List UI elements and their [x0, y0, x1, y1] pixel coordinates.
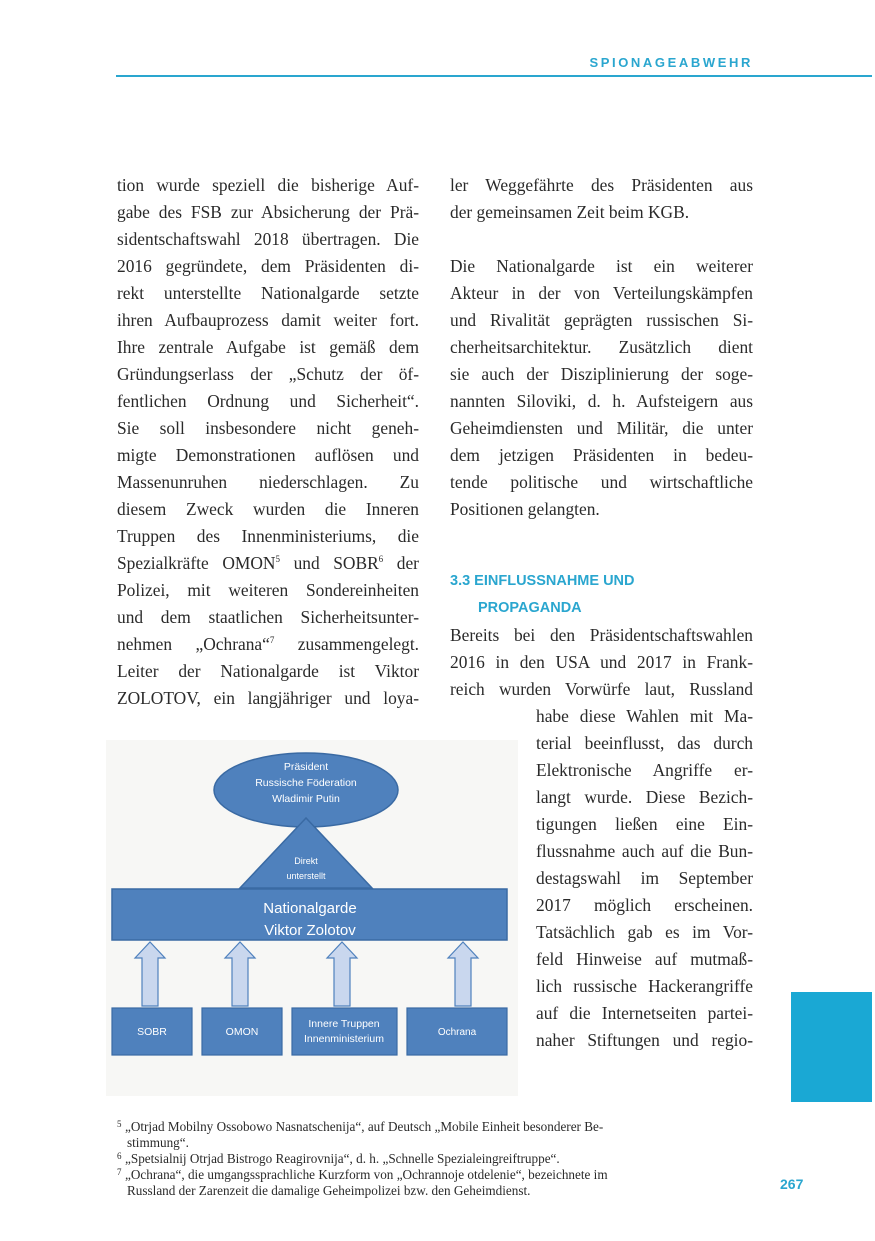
body-line: 2016 in den USA und 2017 in Frank- [450, 652, 753, 672]
triangle-label: Direkt [294, 856, 318, 866]
body-line: flussnahme auch auf die Bun- [536, 841, 753, 861]
body-line: feld Hinweise auf mutmaß- [536, 949, 753, 969]
body-line: lich russische Hackerangriffe [536, 976, 753, 996]
org-chart-svg [106, 740, 518, 1096]
footnote-text: stimmung“. [127, 1135, 189, 1150]
body-line: naher Stiftungen und regio- [536, 1030, 753, 1050]
body-line: fentlichen Ordnung und Sicherheit“. [117, 391, 419, 411]
nationalgarde-label: Nationalgarde [263, 900, 357, 917]
arrow-up-icon [327, 942, 357, 1006]
footnote-6 [117, 1151, 757, 1167]
body-line: Geheimdiensten und Militär, die unter [450, 418, 753, 438]
body-line: langt wurde. Diese Bezich- [536, 787, 753, 807]
body-line: ihren Aufbauprozess damit weiter fort. [117, 310, 419, 330]
footnote-ref-5[interactable]: 5 [275, 554, 280, 565]
body-line: ZOLOTOV, ein langjähriger und loya- [117, 688, 419, 708]
footnote-text: „Spetsialnij Otrjad Bistrogo Reagirovnija“, d. h. „Schnelle Spezialeingreiftruppe“. [125, 1151, 560, 1166]
body-line: Bereits bei den Präsidentschaftswahlen [450, 625, 753, 645]
body-line: der gemeinsamen Zeit beim KGB. [450, 202, 690, 222]
omon-label: OMON [225, 1026, 259, 1038]
footnote-ref-6[interactable]: 6 [378, 554, 384, 565]
body-line: cherheitsarchitektur. Zusätzlich dient [450, 337, 753, 357]
body-line: Positionen gelangten. [450, 499, 600, 519]
body-line: gabe des FSB zur Absicherung der Prä- [117, 202, 419, 222]
line-text: und SOBR [279, 553, 379, 573]
body-line: habe diese Wahlen mit Ma- [536, 706, 753, 726]
nationalgarde-label: Viktor Zolotov [264, 922, 356, 939]
body-line: tende politische und wirtschaftliche [450, 472, 753, 492]
president-label: Wladimir Putin [272, 793, 340, 805]
body-line: sie auch der Disziplinierung der soge- [450, 364, 753, 384]
body-line: 2016 gegründete, dem Präsidenten di- [117, 256, 419, 276]
section-heading-line1: 3.3 EINFLUSSNAHME UND [450, 573, 635, 589]
body-line: auf die Internetseiten partei- [536, 1003, 753, 1023]
footnote-number: 5 [117, 1119, 122, 1129]
body-line: tion wurde speziell die bisherige Auf- [117, 175, 419, 195]
body-line: dem jetzigen Präsidenten in bedeu- [450, 445, 753, 465]
line-text: nehmen „Ochrana“ [117, 634, 270, 654]
body-line: und Rivalität geprägten russischen Si- [450, 310, 753, 330]
footnote-5 [117, 1119, 757, 1151]
body-line: Gründungserlass der „Schutz der öf- [117, 364, 419, 384]
line-text: zusammengelegt. [274, 634, 420, 654]
body-line: nannten Siloviki, d. h. Aufsteigern aus [450, 391, 753, 411]
footnote-number: 7 [117, 1167, 122, 1177]
sobr-label: SOBR [137, 1026, 167, 1038]
body-line: sidentschaftswahl 2018 übertragen. Die [117, 229, 419, 249]
body-line: 2017 möglich erscheinen. [536, 895, 753, 915]
body-line: reich wurden Vorwürfe laut, Russland [450, 679, 753, 699]
line-text: Spezialkräfte OMON [117, 553, 276, 573]
body-line: Tatsächlich gab es im Vor- [536, 922, 753, 942]
footnote-7 [117, 1167, 757, 1199]
chapter-tab-marker [791, 992, 872, 1102]
body-line: Sie soll insbesondere nicht geneh- [117, 418, 419, 438]
body-line: terial beeinflusst, das durch [536, 733, 753, 753]
body-line: destagswahl im September [536, 868, 753, 888]
section-heading-line2: PROPAGANDA [478, 600, 582, 616]
running-header: SPIONAGEABWEHR [589, 55, 753, 70]
president-label: Russische Föderation [255, 777, 357, 789]
body-line [117, 631, 419, 658]
body-line [117, 550, 419, 577]
line-text: der [383, 553, 419, 573]
body-line: Ihre zentrale Aufgabe ist gemäß dem [117, 337, 419, 357]
arrow-up-icon [225, 942, 255, 1006]
footnote-text: „Ochrana“, die umgangssprachliche Kurzform von „Ochrannoje otdelenie“, bezeichnete im [125, 1167, 608, 1182]
body-line: Truppen des Innenministeriums, die [117, 526, 419, 546]
header-rule [116, 75, 872, 77]
body-line: diesem Zweck wurden die Inneren [117, 499, 419, 519]
arrow-up-icon [135, 942, 165, 1006]
org-chart-figure [106, 740, 518, 1096]
body-line: Die Nationalgarde ist ein weiterer [450, 256, 753, 276]
innere-truppen-label: Innere Truppen [308, 1018, 380, 1030]
body-line: ler Weggefährte des Präsidenten aus [450, 175, 753, 195]
body-line: tigungen ließen eine Ein- [536, 814, 753, 834]
innere-truppen-box [292, 1008, 397, 1055]
body-line: Leiter der Nationalgarde ist Viktor [117, 661, 419, 681]
triangle-label: unterstellt [286, 871, 326, 881]
body-line: migte Demonstrationen auflösen und [117, 445, 419, 465]
footnote-ref-7[interactable]: 7 [269, 635, 275, 646]
footnotes [117, 1119, 757, 1199]
body-line: Massenunruhen niederschlagen. Zu [117, 472, 419, 492]
president-label: Präsident [283, 761, 329, 773]
section-heading [450, 568, 753, 622]
body-line: und dem staatlichen Sicherheitsunter- [117, 607, 419, 627]
ochrana-label: Ochrana [437, 1027, 477, 1038]
body-line: Polizei, mit weiteren Sondereinheiten [117, 580, 419, 600]
arrow-up-icon [448, 942, 478, 1006]
body-line: Elektronische Angriffe er- [536, 760, 753, 780]
footnote-text: „Otrjad Mobilny Ossobowo Nasnatschenija“, auf Deutsch „Mobile Einheit besonderer Be- [125, 1119, 604, 1134]
body-line: rekt unterstellte Nationalgarde setzte [117, 283, 419, 303]
body-line: Akteur in der von Verteilungskämpfen [450, 283, 753, 303]
innere-truppen-label: Innenministerium [304, 1033, 384, 1045]
footnote-text: Russland der Zarenzeit die damalige Geheimpolizei bzw. den Geheimdienst. [127, 1183, 531, 1198]
page-number: 267 [780, 1176, 804, 1192]
footnote-number: 6 [117, 1151, 122, 1161]
left-column [117, 172, 419, 712]
